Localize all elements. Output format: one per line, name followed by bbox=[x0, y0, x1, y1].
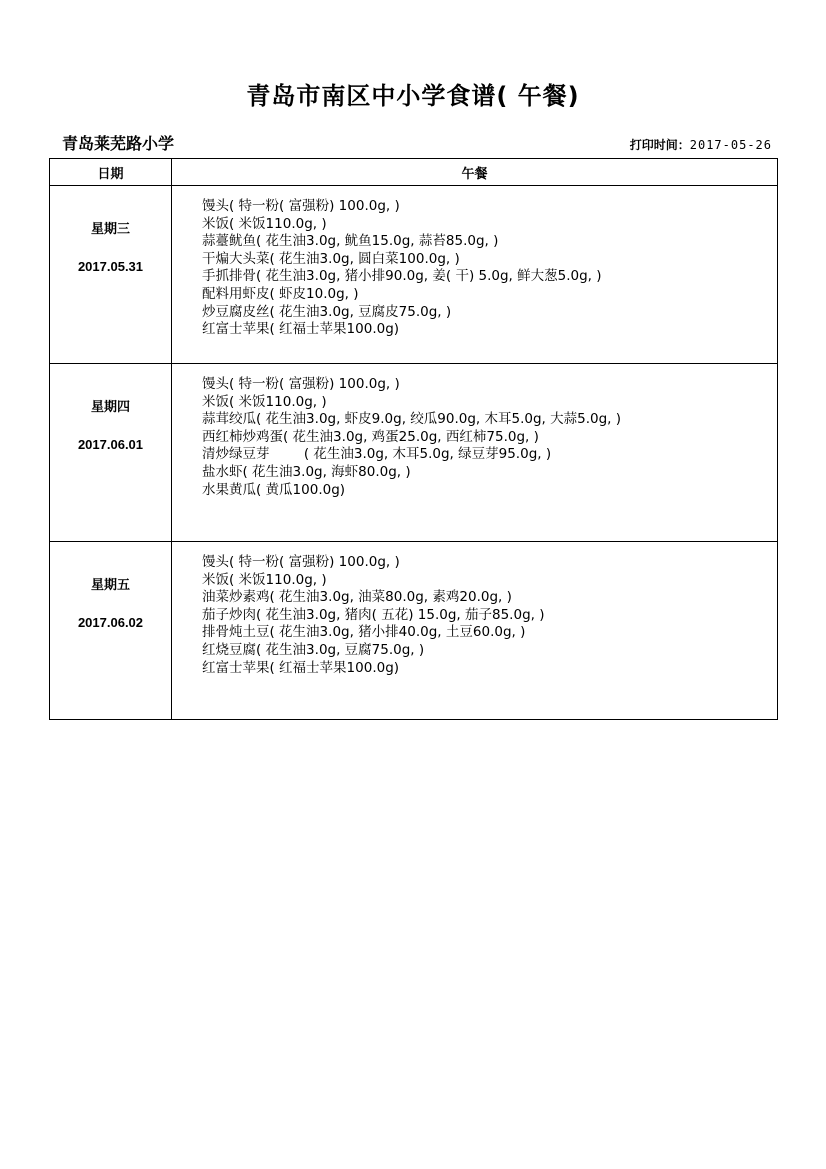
dish-item: 西红柿炒鸡蛋( 花生油3.0g, 鸡蛋25.0g, 西红柿75.0g, ) bbox=[202, 428, 539, 445]
print-time-label: 打印时间： bbox=[629, 138, 690, 152]
dish-item: 馒头( 特一粉( 富强粉) 100.0g, ) bbox=[202, 198, 400, 214]
dish-item: 清炒绿豆芽 ( 花生油3.0g, 木耳5.0g, 绿豆芽95.0g, ) bbox=[202, 446, 552, 463]
dish-item: 红富士苹果( 红福士苹果100.0g) bbox=[202, 659, 400, 676]
page-title: 青岛市南区中小学食谱( 午餐) bbox=[246, 82, 580, 110]
dish-list bbox=[172, 542, 778, 720]
dish-item: 油菜炒素鸡( 花生油3.0g, 油菜80.0g, 素鸡20.0g, ) bbox=[202, 589, 512, 606]
dish-list bbox=[172, 186, 778, 364]
dish-item: 手抓排骨( 花生油3.0g, 猪小排90.0g, 姜( 干) 5.0g, 鲜大葱5.0g, ) bbox=[202, 268, 602, 285]
date-label: 2017.06.02 bbox=[77, 615, 144, 630]
date-cell bbox=[50, 542, 172, 720]
dish-item: 米饭( 米饭110.0g, ) bbox=[202, 571, 327, 588]
dish-item: 干煸大头菜( 花生油3.0g, 圆白菜100.0g, ) bbox=[202, 250, 460, 267]
dish-item: 馒头( 特一粉( 富强粉) 100.0g, ) bbox=[202, 376, 400, 392]
menu-table bbox=[49, 158, 778, 720]
dish-item: 红富士苹果( 红福士苹果100.0g) bbox=[202, 321, 400, 338]
date-label: 2017.05.31 bbox=[77, 259, 144, 274]
weekday-label: 星期三 bbox=[90, 222, 130, 237]
dish-item: 排骨炖土豆( 花生油3.0g, 猪小排40.0g, 土豆60.0g, ) bbox=[202, 624, 526, 641]
dish-item: 米饭( 米饭110.0g, ) bbox=[202, 215, 327, 232]
column-header-date: 日期 bbox=[50, 159, 172, 186]
dish-item: 米饭( 米饭110.0g, ) bbox=[202, 393, 327, 410]
dish-item: 蒜薹鱿鱼( 花生油3.0g, 鱿鱼15.0g, 蒜苔85.0g, ) bbox=[202, 233, 499, 250]
dish-item: 水果黄瓜( 黄瓜100.0g) bbox=[202, 481, 346, 498]
table-row bbox=[50, 186, 778, 364]
print-info bbox=[630, 136, 772, 153]
dish-item: 盐水虾( 花生油3.0g, 海虾80.0g, ) bbox=[202, 463, 411, 480]
date-label: 2017.06.01 bbox=[77, 437, 144, 452]
dish-item: 蒜茸绞瓜( 花生油3.0g, 虾皮9.0g, 绞瓜90.0g, 木耳5.0g, 大蒜5.0g, ) bbox=[202, 411, 622, 428]
dish-item: 红烧豆腐( 花生油3.0g, 豆腐75.0g, ) bbox=[202, 641, 425, 658]
school-name: 青岛莱芜路小学 bbox=[62, 134, 175, 153]
dish-item: 配料用虾皮( 虾皮10.0g, ) bbox=[202, 285, 359, 302]
weekday-label: 星期四 bbox=[90, 400, 130, 415]
dish-item: 馒头( 特一粉( 富强粉) 100.0g, ) bbox=[202, 554, 400, 570]
table-header-row bbox=[50, 159, 778, 186]
dish-item: 茄子炒肉( 花生油3.0g, 猪肉( 五花) 15.0g, 茄子85.0g, ) bbox=[202, 606, 545, 623]
table-row bbox=[50, 364, 778, 542]
table-row bbox=[50, 542, 778, 720]
dish-list bbox=[172, 364, 778, 542]
weekday-label: 星期五 bbox=[90, 578, 130, 593]
date-cell bbox=[50, 364, 172, 542]
date-cell bbox=[50, 186, 172, 364]
print-time-value: 2017-05-26 bbox=[689, 138, 772, 152]
dish-item: 炒豆腐皮丝( 花生油3.0g, 豆腐皮75.0g, ) bbox=[202, 303, 452, 320]
column-header-meal: 午餐 bbox=[172, 159, 778, 186]
